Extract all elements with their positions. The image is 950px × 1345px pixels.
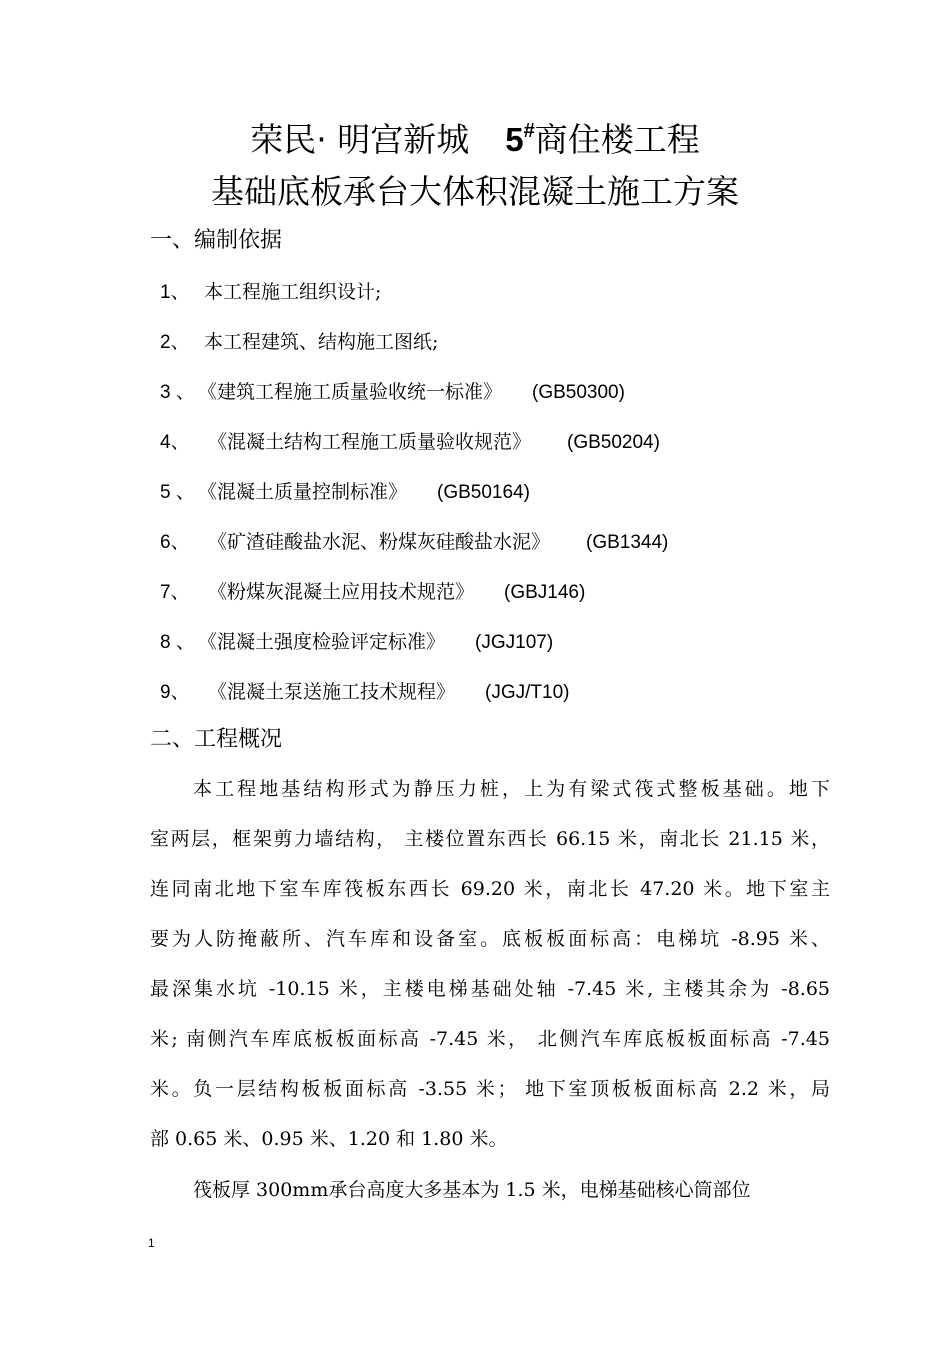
paragraph-line: 米; 南侧汽车库底板板面标高 -7.45 米， 北侧汽车库底板板面标高 -7.45: [150, 1028, 830, 1050]
reference-index: 8 、: [160, 632, 195, 653]
reference-item: [160, 578, 585, 607]
standard-code: (GB50164): [437, 482, 530, 503]
building-number-sup: #: [523, 120, 535, 142]
paragraph-line: 最深集水坑 -10.15 米，主楼电梯基础处轴 -7.45 米, 主楼其余为 -8.65: [150, 978, 830, 1000]
reference-item: [160, 628, 553, 657]
reference-item: [160, 478, 530, 507]
paragraph-line: 连同南北地下室车库筏板东西长 69.20 米，南北长 47.20 米。地下室主: [150, 878, 830, 900]
reference-text: 《建筑工程施工质量验收统一标准》: [198, 381, 503, 403]
reference-index: 3 、: [160, 382, 195, 403]
reference-text: 本工程建筑、结构施工图纸;: [204, 331, 439, 353]
standard-code: (GBJ146): [504, 582, 586, 603]
reference-item: [160, 328, 438, 357]
standard-code: (JGJ/T10): [485, 682, 570, 703]
paragraph-line: 筏板厚 300mm承台高度大多基本为 1.5 米，电梯基础核心筒部位: [193, 1179, 751, 1201]
document-title-line2: 基础底板承台大体积混凝土施工方案: [211, 172, 739, 211]
reference-item: [160, 528, 668, 557]
reference-text: 本工程施工组织设计;: [204, 281, 382, 303]
reference-index: 7、: [160, 582, 190, 603]
paragraph-line: 米。负一层结构板板面标高 -3.55 米； 地下室顶板板面标高 2.2 米，局: [150, 1078, 830, 1100]
reference-index: 2、: [160, 332, 190, 353]
paragraph-line: 要为人防掩蔽所、汽车库和设备室。底板板面标高：电梯坑 -8.95 米、: [150, 928, 830, 950]
reference-index: 5 、: [160, 482, 195, 503]
reference-index: 1、: [160, 282, 190, 303]
title-prefix: 荣民· 明宫新城: [250, 120, 470, 159]
reference-text: 《粉煤灰混凝土应用技术规范》: [208, 581, 475, 603]
title-suffix: 商住楼工程: [534, 120, 700, 159]
standard-code: (GB1344): [586, 532, 669, 553]
reference-item: [160, 278, 381, 307]
reference-index: 9、: [160, 682, 190, 703]
reference-item: [160, 378, 625, 407]
section2-heading: 二、工程概况: [150, 727, 283, 752]
reference-text: 《混凝土质量控制标准》: [198, 481, 408, 503]
document-title-line1: [0, 120, 950, 160]
reference-index: 6、: [160, 532, 190, 553]
building-number: 5: [505, 121, 524, 158]
standard-code: (GB50300): [532, 382, 625, 403]
section1-heading: 一、编制依据: [150, 228, 283, 253]
paragraph-line: 部 0.65 米、0.95 米、1.20 和 1.80 米。: [150, 1128, 508, 1150]
reference-text: 《矿渣硅酸盐水泥、粉煤灰硅酸盐水泥》: [208, 531, 551, 553]
reference-text: 《混凝土强度检验评定标准》: [198, 631, 446, 653]
page-number: 1: [148, 1236, 155, 1250]
reference-item: [160, 428, 660, 457]
reference-text: 《混凝土结构工程施工质量验收规范》: [208, 431, 532, 453]
reference-item: [160, 678, 569, 707]
paragraph-line: 本工程地基结构形式为静压力桩，上为有梁式筏式整板基础。地下: [193, 778, 830, 800]
standard-code: (JGJ107): [475, 632, 554, 653]
reference-index: 4、: [160, 432, 190, 453]
reference-text: 《混凝土泵送施工技术规程》: [208, 681, 456, 703]
paragraph-line: 室两层，框架剪力墙结构， 主楼位置东西长 66.15 米，南北长 21.15 米，: [150, 828, 830, 850]
standard-code: (GB50204): [567, 432, 660, 453]
